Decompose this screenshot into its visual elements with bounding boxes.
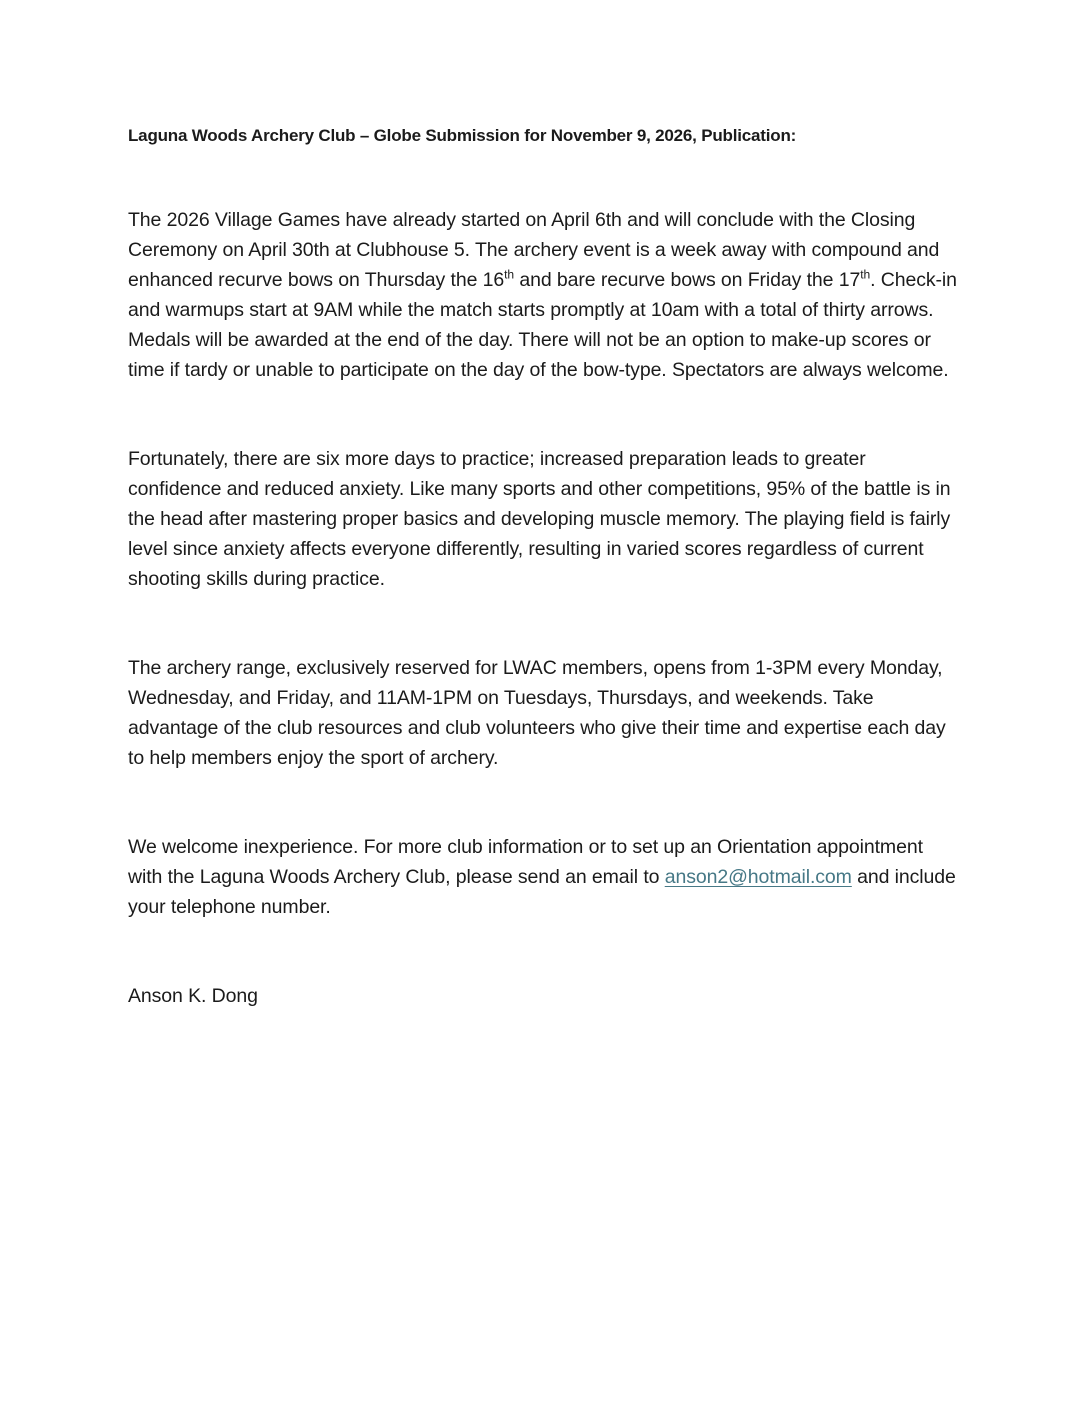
paragraph-welcome [128, 832, 960, 922]
paragraph-text: and bare recurve bows on Friday the 17 [514, 269, 861, 291]
signature: Anson K. Dong [128, 985, 258, 1007]
paragraph-text: . Check-in and warmups start at 9AM while the match starts promptly at 10am with a total of thirty arrows. Medals will be awarded at the end of the day. There will not be an option to make-up scores or time if tardy or unable to participate on the day of the bow-type. Spectators are always welcome. [128, 269, 957, 381]
document-heading: Laguna Woods Archery Club – Globe Submission for November 9, 2026, Publication: [128, 126, 797, 145]
ordinal-superscript: th [860, 267, 871, 282]
paragraph-text: We welcome inexperience. For more club information or to set up an Orientation appointment with the Laguna Woods Archery Club, please send an email to [128, 836, 923, 888]
paragraph-practice: Fortunately, there are six more days to practice; increased preparation leads to greater confidence and reduced anxiety. Like many sports and other competitions, 95% of the battle is in the head after mastering proper basics and developing muscle memory. The playing field is fairly level since anxiety affects everyone differently, resulting in varied scores regardless of current shooting skills during practice. [128, 448, 951, 590]
paragraph-text: The 2026 Village Games have already started on April 6th and will conclude with the Closing Ceremony on April 30th at Clubhouse 5. The archery event is a week away with compound and enhanced recurve bows on Thursday the 16 [128, 209, 940, 291]
paragraph-village-games [128, 205, 960, 385]
email-link[interactable]: anson2@hotmail.com [664, 866, 852, 888]
paragraph-range-hours: The archery range, exclusively reserved for LWAC members, opens from 1-3PM every Monday, Wednesday, and Friday, and 11AM-1PM on Tuesdays, Thursdays, and weekends. Take advantage of the club resources and club volunteers who give their time and expertise each day to help members enjoy the sport of archery. [128, 657, 946, 769]
ordinal-superscript: th [504, 267, 515, 282]
paragraph-text: and include your telephone number. [128, 866, 956, 918]
